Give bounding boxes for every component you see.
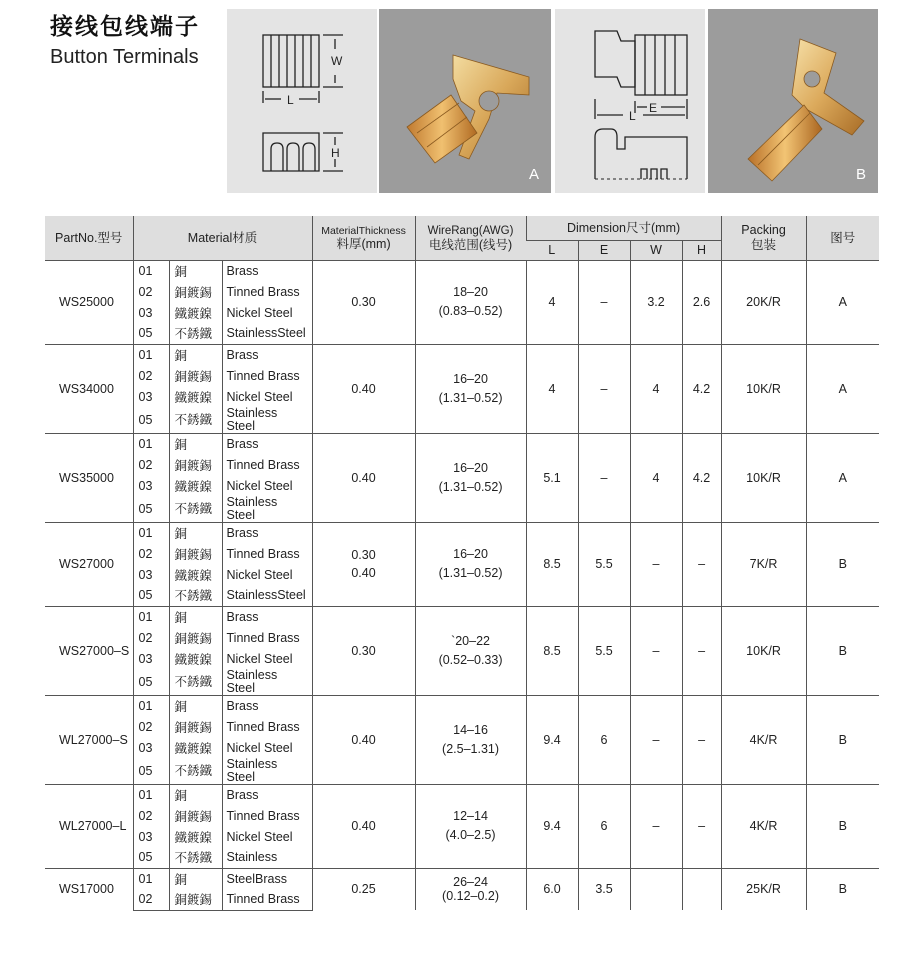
dim-w-value: – [630, 522, 682, 606]
material-cn: 銅 [169, 695, 222, 716]
material-en: Nickel Steel [222, 475, 312, 496]
material-cn: 不銹鐵 [169, 407, 222, 433]
material-en: Stainless Steel [222, 496, 312, 522]
dim-h-value: 4.2 [682, 433, 721, 522]
wire-range [415, 606, 526, 695]
material-code: 03 [133, 475, 169, 496]
wire-awg: 16–20 [453, 547, 488, 562]
material-cn: 不銹鐵 [169, 323, 222, 344]
thickness-value: 0.40 [312, 784, 415, 868]
material-cn: 銅鍍錫 [169, 454, 222, 475]
material-code: 05 [133, 585, 169, 606]
material-en: SteelBrass [222, 868, 312, 889]
wire-mm: (0.12–0.2) [442, 889, 500, 904]
material-en: Stainless Steel [222, 758, 312, 784]
material-cn: 不銹鐵 [169, 585, 222, 606]
dim-e-value: – [578, 260, 630, 344]
dim-l-value: 8.5 [526, 606, 578, 695]
dim-l-value: 9.4 [526, 784, 578, 868]
figure-ref: B [806, 606, 879, 695]
dim-h-value: 2.6 [682, 260, 721, 344]
material-cn: 鐵鍍鎳 [169, 386, 222, 407]
material-cn: 銅 [169, 260, 222, 281]
material-en: Nickel Steel [222, 737, 312, 758]
col-header-packing-en: Packing [741, 223, 786, 238]
figure-b-photo [708, 9, 878, 193]
part-number: WL27000–S [45, 695, 133, 784]
material-code: 05 [133, 758, 169, 784]
dim-w-value: 4 [630, 344, 682, 433]
thickness-value: 0.30 [312, 522, 415, 564]
material-code: 02 [133, 454, 169, 475]
material-cn: 不銹鐵 [169, 847, 222, 868]
col-header-dim-w: W [630, 240, 682, 260]
material-code: 03 [133, 386, 169, 407]
material-cn: 銅 [169, 522, 222, 543]
dim-h-label: H [331, 146, 340, 160]
material-code: 03 [133, 648, 169, 669]
wire-mm: (0.83–0.52) [438, 304, 503, 318]
material-cn: 銅 [169, 784, 222, 805]
col-header-packing-cn: 包装 [751, 237, 777, 252]
material-code: 05 [133, 323, 169, 344]
material-en: Nickel Steel [222, 564, 312, 585]
col-header-wire [415, 216, 526, 260]
figure-b-drawing [555, 9, 705, 193]
col-header-thickness-en: MaterialThickness [321, 224, 406, 237]
wire-range [415, 344, 526, 433]
figure-ref: A [806, 433, 879, 522]
wire-awg: 18–20 [453, 285, 488, 300]
packing-value: 7K/R [721, 522, 806, 606]
wire-awg: 16–20 [453, 371, 488, 386]
table-row [45, 260, 879, 281]
material-cn: 不銹鐵 [169, 758, 222, 784]
material-en: Tinned Brass [222, 716, 312, 737]
figure-a-photo [379, 9, 551, 193]
material-en: Brass [222, 433, 312, 454]
figure-ref: B [806, 695, 879, 784]
material-en: Stainless Steel [222, 669, 312, 695]
dim-e-value: 6 [578, 784, 630, 868]
material-cn: 鐵鍍鎳 [169, 826, 222, 847]
wire-range [415, 868, 526, 910]
page-title-en: Button Terminals [50, 46, 199, 68]
figure-a-label: A [528, 166, 539, 183]
wire-range [415, 260, 526, 344]
packing-value: 10K/R [721, 433, 806, 522]
packing-value: 10K/R [721, 606, 806, 695]
col-header-wire-en: WireRang(AWG) [427, 224, 514, 237]
dim-l-value: 5.1 [526, 433, 578, 522]
material-en: Brass [222, 522, 312, 543]
dim-w-value: – [630, 606, 682, 695]
material-code: 02 [133, 627, 169, 648]
spec-table-body [45, 260, 879, 910]
dim-l-label: L [287, 93, 294, 107]
wire-range [415, 784, 526, 868]
material-code: 01 [133, 344, 169, 365]
dim-h-value: – [682, 522, 721, 606]
material-cn: 不銹鐵 [169, 669, 222, 695]
material-cn: 銅鍍錫 [169, 365, 222, 386]
material-cn: 銅鍍錫 [169, 281, 222, 302]
thickness-value: 0.40 [312, 695, 415, 784]
material-code: 01 [133, 868, 169, 889]
dim-w-label: W [331, 54, 343, 68]
material-cn: 銅 [169, 606, 222, 627]
material-cn: 鐵鍍鎳 [169, 302, 222, 323]
material-code: 01 [133, 784, 169, 805]
material-code: 02 [133, 889, 169, 910]
table-row [45, 868, 879, 889]
packing-value: 25K/R [721, 868, 806, 910]
col-header-thickness-cn: 料厚(mm) [336, 236, 391, 251]
dim-l-value: 6.0 [526, 868, 578, 910]
thickness-value: 0.30 [312, 260, 415, 344]
dim-w-value: 3.2 [630, 260, 682, 344]
col-header-dimension: Dimension尺寸(mm) [526, 216, 721, 240]
table-row [45, 344, 879, 365]
wire-range [415, 522, 526, 606]
part-number: WS25000 [45, 260, 133, 344]
material-cn: 鐵鍍鎳 [169, 737, 222, 758]
part-number: WL27000–L [45, 784, 133, 868]
col-header-dim-l: L [526, 240, 578, 260]
material-en: Tinned Brass [222, 889, 312, 910]
packing-value: 4K/R [721, 784, 806, 868]
material-code: 05 [133, 847, 169, 868]
dim-l-value: 4 [526, 260, 578, 344]
wire-awg: 12–14 [453, 809, 488, 824]
material-en: Stainless Steel [222, 407, 312, 433]
material-cn: 銅鍍錫 [169, 627, 222, 648]
material-cn: 銅鍍錫 [169, 805, 222, 826]
col-header-wire-cn: 电线范围(线号) [428, 238, 513, 253]
dim-h-value: – [682, 695, 721, 784]
material-cn: 不銹鐵 [169, 496, 222, 522]
wire-awg: 26–24 [453, 874, 488, 889]
page-title-cn: 接线包线端子 [50, 14, 200, 40]
packing-value: 4K/R [721, 695, 806, 784]
wire-range [415, 433, 526, 522]
dim-h-value: – [682, 784, 721, 868]
material-cn: 銅 [169, 868, 222, 889]
material-code: 03 [133, 826, 169, 847]
material-en: Tinned Brass [222, 454, 312, 475]
figure-ref: A [806, 260, 879, 344]
thickness-value: 0.25 [312, 868, 415, 910]
figure-b-label: B [855, 166, 866, 183]
material-code: 05 [133, 496, 169, 522]
dim-l-value: 8.5 [526, 522, 578, 606]
part-number: WS27000–S [45, 606, 133, 695]
material-en: Tinned Brass [222, 627, 312, 648]
wire-awg: 16–20 [453, 460, 488, 475]
material-code: 02 [133, 716, 169, 737]
material-code: 01 [133, 260, 169, 281]
wire-awg: `20–22 [451, 633, 490, 648]
material-en: Tinned Brass [222, 543, 312, 564]
wire-mm: (1.31–0.52) [438, 566, 503, 580]
wire-range [415, 695, 526, 784]
table-row [45, 522, 879, 543]
wire-mm: (1.31–0.52) [438, 390, 503, 405]
wire-mm: (1.31–0.52) [438, 479, 503, 494]
part-number: WS34000 [45, 344, 133, 433]
material-cn: 銅 [169, 344, 222, 365]
material-en: Nickel Steel [222, 386, 312, 407]
dim-e-value: 3.5 [578, 868, 630, 910]
material-code: 02 [133, 281, 169, 302]
part-number: WS27000 [45, 522, 133, 606]
material-code: 05 [133, 407, 169, 433]
dim-h-value: – [682, 606, 721, 695]
figure-a-drawing [227, 9, 377, 193]
wire-mm: (2.5–1.31) [442, 741, 500, 756]
dim-e-label: E [649, 101, 658, 115]
dim-w-value: – [630, 784, 682, 868]
dim-e-value: 6 [578, 695, 630, 784]
thickness-value: 0.30 [312, 606, 415, 695]
material-cn: 銅鍍錫 [169, 543, 222, 564]
col-header-dim-e: E [578, 240, 630, 260]
col-header-packing [721, 216, 806, 260]
dim-e-value: 5.5 [578, 522, 630, 606]
material-code: 02 [133, 543, 169, 564]
col-header-dim-h: H [682, 240, 721, 260]
material-en: Nickel Steel [222, 826, 312, 847]
dim-e-value: 5.5 [578, 606, 630, 695]
material-en: Brass [222, 784, 312, 805]
col-header-material: Material材质 [133, 216, 312, 260]
material-code: 01 [133, 695, 169, 716]
thickness-value: 0.40 [312, 433, 415, 522]
material-en: StainlessSteel [222, 323, 312, 344]
material-cn: 銅 [169, 433, 222, 454]
thickness-value: 0.40 [312, 564, 415, 606]
figure-ref: B [806, 522, 879, 606]
material-cn: 鐵鍍鎳 [169, 648, 222, 669]
material-en: Stainless [222, 847, 312, 868]
part-number: WS35000 [45, 433, 133, 522]
material-en: Tinned Brass [222, 281, 312, 302]
material-en: Tinned Brass [222, 365, 312, 386]
col-header-thickness [312, 216, 415, 260]
material-en: Tinned Brass [222, 805, 312, 826]
material-code: 03 [133, 302, 169, 323]
material-code: 01 [133, 433, 169, 454]
figure-ref: B [806, 868, 879, 910]
material-en: Nickel Steel [222, 302, 312, 323]
dim-l-label-b: L [629, 109, 636, 123]
dim-w-value [630, 868, 682, 910]
dim-e-value: – [578, 344, 630, 433]
wire-mm: (0.52–0.33) [438, 652, 503, 667]
spec-table [45, 216, 879, 911]
material-code: 01 [133, 522, 169, 543]
dim-l-value: 9.4 [526, 695, 578, 784]
material-cn: 銅鍍錫 [169, 889, 222, 910]
part-number: WS17000 [45, 868, 133, 910]
material-en: Brass [222, 695, 312, 716]
material-code: 03 [133, 737, 169, 758]
packing-value: 10K/R [721, 344, 806, 433]
table-row [45, 784, 879, 805]
table-row [45, 606, 879, 627]
material-en: Brass [222, 344, 312, 365]
dim-w-value: – [630, 695, 682, 784]
figure-ref: A [806, 344, 879, 433]
material-en: StainlessSteel [222, 585, 312, 606]
col-header-part: PartNo.型号 [45, 216, 133, 260]
material-cn: 銅鍍錫 [169, 716, 222, 737]
material-cn: 鐵鍍鎳 [169, 475, 222, 496]
figure-ref: B [806, 784, 879, 868]
material-code: 02 [133, 805, 169, 826]
dim-l-value: 4 [526, 344, 578, 433]
wire-awg: 14–16 [453, 722, 488, 737]
table-row [45, 695, 879, 716]
wire-mm: (4.0–2.5) [445, 828, 496, 842]
thickness-value: 0.40 [312, 344, 415, 433]
dim-h-value: 4.2 [682, 344, 721, 433]
table-row [45, 433, 879, 454]
material-en: Brass [222, 606, 312, 627]
material-code: 03 [133, 564, 169, 585]
material-en: Nickel Steel [222, 648, 312, 669]
material-code: 05 [133, 669, 169, 695]
material-code: 01 [133, 606, 169, 627]
dim-h-value [682, 868, 721, 910]
material-cn: 鐵鍍鎳 [169, 564, 222, 585]
material-en: Brass [222, 260, 312, 281]
col-header-figure: 图号 [806, 216, 879, 260]
dim-w-value: 4 [630, 433, 682, 522]
packing-value: 20K/R [721, 260, 806, 344]
dim-e-value: – [578, 433, 630, 522]
material-code: 02 [133, 365, 169, 386]
